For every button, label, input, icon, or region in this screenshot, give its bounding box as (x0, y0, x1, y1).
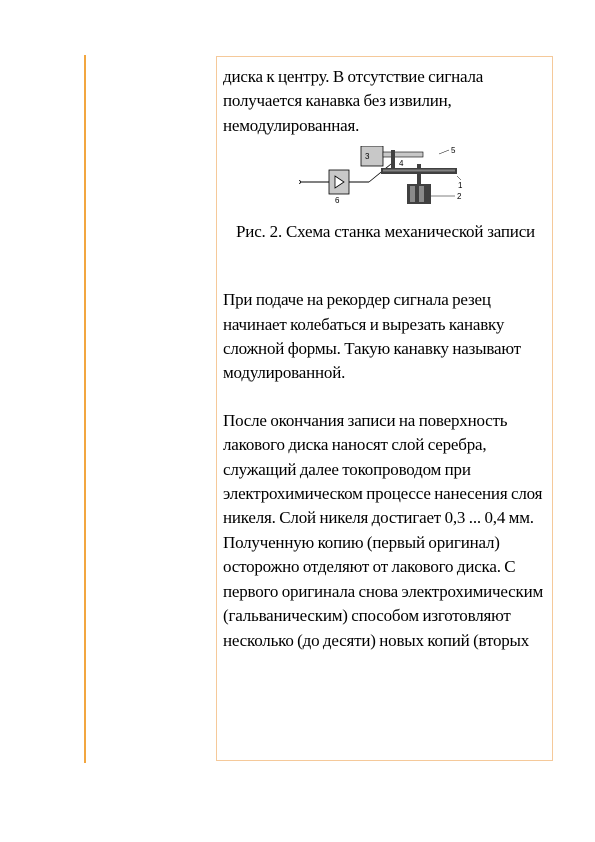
label-2: 2 (457, 192, 462, 202)
recording-lathe-figure (223, 138, 548, 220)
label-5: 5 (451, 146, 456, 156)
label-3: 3 (365, 152, 370, 162)
cutter-head (391, 150, 395, 168)
paragraph-intro: диска к центру. В отсутствие сигнала получается канавка без извилин, немодулированная. (223, 67, 484, 135)
label-4: 4 (399, 159, 404, 169)
margin-rule (84, 55, 86, 763)
text-frame (216, 56, 553, 761)
lathe-diagram (299, 146, 469, 212)
carriage-arm (383, 152, 423, 157)
paragraph-after-record: После окончания записи на поверхность лакового диска наносят слой серебра, служащий далее токопроводом при электрохимическом процессе нанесения слоя никеля. Слой никеля достигает 0,3 ... 0,4 мм. Полученную копию (первый оригинал) осторожно отделяют от лакового диска. С первого оригинала снова электрохимическим (гальваническим) способом изготовляют несколько (до десяти) новых копий (вторых (223, 410, 544, 650)
figure-caption: Рис. 2. Схема станка механической записи (236, 222, 535, 242)
paragraph-modulated: При подаче на рекордер сигнала резец начинает колебаться и вырезать канавку сложной формы. Такую канавку называют модулированной. (223, 290, 521, 383)
label-6: 6 (335, 196, 340, 206)
label-1: 1 (458, 181, 463, 191)
